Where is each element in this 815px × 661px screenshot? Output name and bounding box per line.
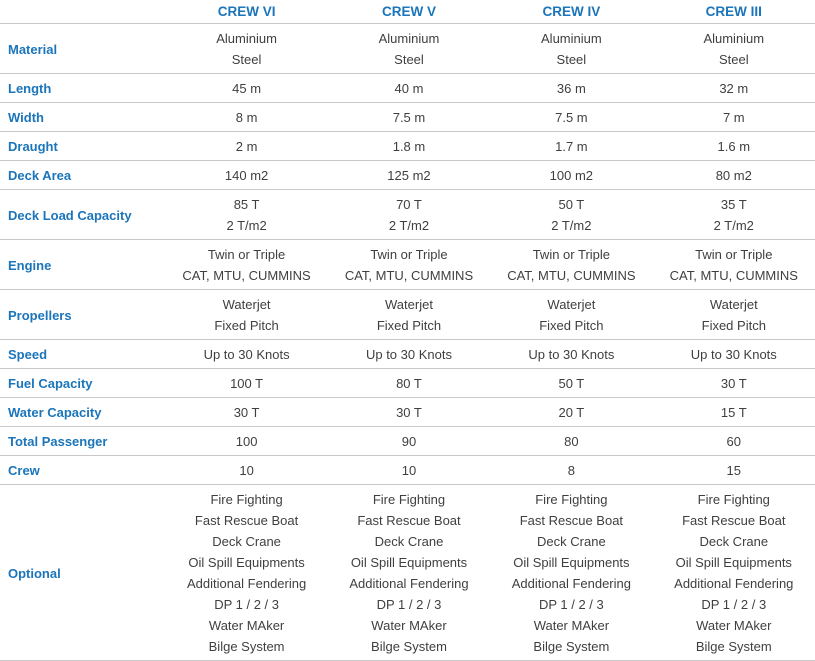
cell-line: Twin or Triple	[695, 247, 773, 262]
cell-line: Steel	[556, 52, 587, 67]
cell-value	[490, 456, 652, 485]
cell-value	[490, 290, 652, 340]
cell-line: Oil Spill Equipments	[675, 555, 792, 570]
table-row	[0, 161, 815, 190]
cell-value	[165, 74, 327, 103]
row-label-total-passenger: Total Passenger	[0, 427, 165, 456]
cell-value	[490, 427, 652, 456]
row-label-deck-load-capacity: Deck Load Capacity	[0, 190, 165, 240]
table-row	[0, 132, 815, 161]
cell-value	[165, 340, 327, 369]
cell-line: Fast Rescue Boat	[519, 513, 624, 528]
table-row	[0, 190, 815, 240]
row-label-propellers: Propellers	[0, 290, 165, 340]
cell-line: 36 m	[556, 81, 586, 96]
cell-line: 15	[726, 463, 742, 478]
cell-value	[328, 290, 490, 340]
cell-value	[328, 340, 490, 369]
row-label-fuel-capacity: Fuel Capacity	[0, 369, 165, 398]
table-body	[0, 24, 815, 661]
cell-line: Additional Fendering	[186, 576, 307, 591]
column-header-crew-vi: CREW VI	[165, 0, 327, 24]
cell-value	[328, 190, 490, 240]
cell-line: 40 m	[394, 81, 424, 96]
table-row	[0, 369, 815, 398]
cell-value	[328, 456, 490, 485]
cell-line: Deck Crane	[374, 534, 444, 549]
cell-line: Bilge System	[208, 639, 285, 654]
cell-value	[490, 485, 652, 661]
cell-value	[328, 103, 490, 132]
cell-value	[165, 132, 327, 161]
cell-line: Fast Rescue Boat	[194, 513, 299, 528]
cell-value	[165, 24, 327, 74]
cell-line: DP 1 / 2 / 3	[376, 597, 442, 612]
cell-line: Additional Fendering	[349, 576, 469, 591]
table-row	[0, 340, 815, 369]
cell-line: Fixed Pitch	[214, 318, 279, 333]
cell-line: Water MAker	[696, 618, 772, 633]
cell-value	[165, 485, 327, 661]
cell-line: Fire Fighting	[210, 492, 283, 507]
cell-line: 1.6 m	[717, 139, 751, 154]
cell-value	[328, 24, 490, 74]
cell-value	[165, 456, 327, 485]
cell-line: Fast Rescue Boat	[682, 513, 786, 528]
cell-line: Oil Spill Equipments	[513, 555, 630, 570]
table-row	[0, 240, 815, 290]
cell-line: 1.7 m	[555, 139, 588, 154]
cell-line: Fixed Pitch	[701, 318, 766, 333]
row-label-optional: Optional	[0, 485, 165, 661]
cell-line: Water MAker	[371, 618, 447, 633]
cell-value	[328, 161, 490, 190]
cell-line: 90	[401, 434, 417, 449]
cell-value	[653, 427, 815, 456]
cell-line: 1.8 m	[392, 139, 426, 154]
cell-value	[490, 240, 652, 290]
cell-value	[653, 485, 815, 661]
table-row	[0, 74, 815, 103]
cell-value	[328, 398, 490, 427]
row-label-water-capacity: Water Capacity	[0, 398, 165, 427]
cell-line: 8	[567, 463, 575, 478]
cell-line: Fire Fighting	[535, 492, 608, 507]
cell-line: Up to 30 Knots	[203, 347, 290, 362]
cell-value	[490, 340, 652, 369]
cell-line: 50 T	[558, 197, 585, 212]
cell-value	[653, 74, 815, 103]
table-row	[0, 398, 815, 427]
table-row	[0, 427, 815, 456]
cell-value	[490, 161, 652, 190]
cell-line: 8 m	[235, 110, 258, 125]
row-label-crew: Crew	[0, 456, 165, 485]
cell-line: DP 1 / 2 / 3	[538, 597, 604, 612]
cell-line: Water MAker	[208, 618, 285, 633]
cell-line: CAT, MTU, CUMMINS	[507, 268, 636, 283]
cell-line: Fixed Pitch	[539, 318, 604, 333]
cell-line: Deck Crane	[537, 534, 606, 549]
cell-value	[653, 103, 815, 132]
cell-line: Steel	[394, 52, 424, 67]
cell-value	[490, 74, 652, 103]
cell-line: 85 T	[233, 197, 260, 212]
cell-line: 7 m	[722, 110, 745, 125]
cell-value	[653, 161, 815, 190]
table-row	[0, 485, 815, 661]
cell-value	[165, 190, 327, 240]
row-label-length: Length	[0, 74, 165, 103]
cell-line: 10	[239, 463, 254, 478]
cell-value	[328, 240, 490, 290]
cell-line: Bilge System	[371, 639, 447, 654]
cell-line: Up to 30 Knots	[528, 347, 615, 362]
cell-line: 2 T/m2	[226, 218, 267, 233]
table-row	[0, 290, 815, 340]
corner-cell	[0, 0, 165, 24]
cell-line: 20 T	[558, 405, 585, 420]
cell-value	[653, 456, 815, 485]
cell-value	[165, 369, 327, 398]
column-header-crew-iii: CREW III	[653, 0, 815, 24]
cell-value	[328, 427, 490, 456]
cell-value	[165, 161, 327, 190]
cell-line: Waterjet	[385, 297, 433, 312]
cell-value	[328, 485, 490, 661]
cell-value	[328, 74, 490, 103]
cell-line: 15 T	[720, 405, 747, 420]
cell-line: 2 m	[235, 139, 258, 154]
cell-line: 30 T	[396, 405, 422, 420]
cell-value	[328, 369, 490, 398]
cell-line: Oil Spill Equipments	[188, 555, 305, 570]
cell-line: 70 T	[396, 197, 422, 212]
cell-line: 60	[726, 434, 742, 449]
cell-line: 2 T/m2	[551, 218, 592, 233]
row-label-width: Width	[0, 103, 165, 132]
cell-line: Aluminium	[378, 31, 440, 46]
cell-line: Bilge System	[695, 639, 772, 654]
row-label-deck-area: Deck Area	[0, 161, 165, 190]
row-label-speed: Speed	[0, 340, 165, 369]
cell-line: Aluminium	[216, 31, 277, 46]
cell-line: Water MAker	[533, 618, 610, 633]
cell-value	[490, 190, 652, 240]
cell-line: Twin or Triple	[207, 247, 286, 262]
cell-line: Steel	[231, 52, 262, 67]
header-row	[0, 0, 815, 24]
row-label-material: Material	[0, 24, 165, 74]
row-label-draught: Draught	[0, 132, 165, 161]
cell-line: DP 1 / 2 / 3	[701, 597, 767, 612]
column-header-crew-iv: CREW IV	[490, 0, 652, 24]
cell-value	[490, 103, 652, 132]
cell-value	[653, 240, 815, 290]
cell-value	[490, 24, 652, 74]
table-row	[0, 103, 815, 132]
cell-line: 30 T	[233, 405, 260, 420]
cell-line: 7.5 m	[392, 110, 426, 125]
cell-value	[165, 290, 327, 340]
cell-line: Fast Rescue Boat	[357, 513, 461, 528]
cell-line: Deck Crane	[212, 534, 281, 549]
cell-line: Waterjet	[222, 297, 271, 312]
cell-line: 100	[235, 434, 258, 449]
cell-value	[653, 398, 815, 427]
cell-line: 30 T	[720, 376, 747, 391]
cell-line: Twin or Triple	[370, 247, 448, 262]
cell-value	[490, 369, 652, 398]
cell-line: CAT, MTU, CUMMINS	[182, 268, 311, 283]
cell-line: 125 m2	[387, 168, 431, 183]
cell-value	[328, 132, 490, 161]
cell-line: Fire Fighting	[697, 492, 770, 507]
cell-line: Waterjet	[709, 297, 758, 312]
column-header-crew-v: CREW V	[328, 0, 490, 24]
cell-line: Twin or Triple	[532, 247, 611, 262]
cell-line: 10	[401, 463, 417, 478]
cell-line: 2 T/m2	[713, 218, 754, 233]
cell-value	[653, 340, 815, 369]
cell-line: 80 T	[396, 376, 422, 391]
cell-line: DP 1 / 2 / 3	[214, 597, 279, 612]
cell-line: 32 m	[719, 81, 749, 96]
cell-line: CAT, MTU, CUMMINS	[344, 268, 474, 283]
cell-line: Aluminium	[703, 31, 765, 46]
cell-value	[165, 427, 327, 456]
table-row	[0, 24, 815, 74]
cell-line: Oil Spill Equipments	[350, 555, 468, 570]
cell-line: Aluminium	[541, 31, 602, 46]
cell-line: Deck Crane	[699, 534, 769, 549]
cell-line: 45 m	[232, 81, 262, 96]
cell-line: 100 T	[230, 376, 264, 391]
cell-line: 80 m2	[715, 168, 752, 183]
cell-line: Additional Fendering	[674, 576, 794, 591]
cell-line: CAT, MTU, CUMMINS	[669, 268, 798, 283]
cell-line: Additional Fendering	[511, 576, 631, 591]
cell-line: 80	[564, 434, 579, 449]
table-row	[0, 456, 815, 485]
cell-value	[653, 24, 815, 74]
cell-value	[165, 103, 327, 132]
cell-line: 100 m2	[549, 168, 594, 183]
cell-line: Up to 30 Knots	[690, 347, 777, 362]
cell-line: Up to 30 Knots	[365, 347, 452, 362]
cell-value	[653, 132, 815, 161]
cell-line: 140 m2	[224, 168, 269, 183]
cell-line: Steel	[718, 52, 749, 67]
cell-value	[653, 369, 815, 398]
row-label-engine: Engine	[0, 240, 165, 290]
cell-value	[653, 190, 815, 240]
cell-value	[165, 240, 327, 290]
cell-value	[490, 132, 652, 161]
cell-line: Bilge System	[533, 639, 610, 654]
cell-line: Fire Fighting	[372, 492, 446, 507]
cell-line: Waterjet	[547, 297, 596, 312]
cell-value	[653, 290, 815, 340]
cell-line: Fixed Pitch	[376, 318, 442, 333]
cell-value	[490, 398, 652, 427]
cell-value	[165, 398, 327, 427]
cell-line: 35 T	[720, 197, 747, 212]
cell-line: 50 T	[558, 376, 585, 391]
cell-line: 2 T/m2	[388, 218, 430, 233]
cell-line: 7.5 m	[555, 110, 588, 125]
